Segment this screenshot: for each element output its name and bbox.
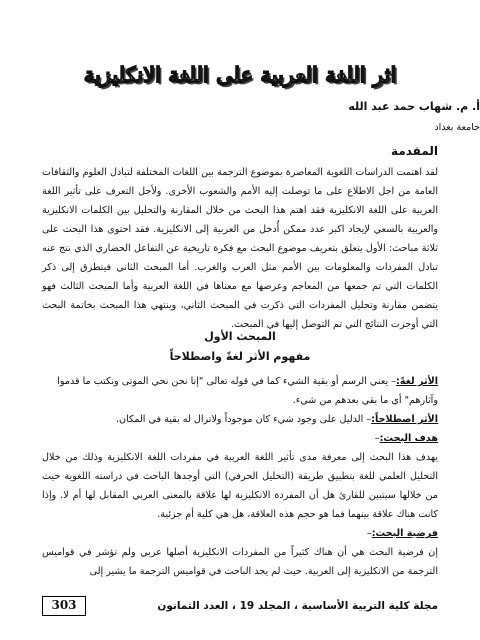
intro-heading: المقدمة: [391, 144, 438, 158]
hypothesis-heading-line: [42, 524, 438, 543]
aim-paragraph: يهدف هذا البحث إلى معرفة مدى تأثير اللغة العربية في مفردات اللغة الانكليزية وذلك من خلال التحليل العلمي للغة بتطبيق طريقة (التحليل الحرفي) التي أوجدها الباحث في دراسته اللغوية حيث من خلالها سيتبين للقارئ هل أن المفردة الانكليزية لها علاقة بالمعنى العربي المقابل لها أم لا. وإذا كانت هناك علاقة بينهما فما هو حجم هذه العلاقة، هل هي كلية أم جزئية.: [42, 452, 438, 520]
aim-heading-dash: –: [374, 433, 380, 444]
intro-paragraph: لقد اهتمت الدراسات اللغوية المعاصرة بموضوع الترجمة بين اللغات المختلفة لتبادل العلوم والثقافات العامة من اجل الاطلاع على ما توصلت إليه الأمم والشعوب الأخرى. ولأجل التعرف على تأثير اللغة العربية على اللغة الانكليزية فقد اهتم هذا البحث من خلال المقارنة والتحليل بين الكلمات الانكليزية والعربية بالسعي لإيجاد اكبر عدد ممكن أُدخل من العربية إلى الانكليزية. فقد احتوى هذا البحث على ثلاثة مباحث: الأول يتعلق بتعريف موضوع البحث مع فكرة تاريخية عن التفاعل الحضاري الذي نتج عنه تبادل المفردات والمعلومات بين الأمم مثل العرب والغرب. أما المبحث الثاني فيتطرق إلى ذكر الكلمات التي تم جمعها من المعاجم وعرضها مع معناها في اللغة العربية وأما المبحث الثالث فهو يتضمن مقارنة وتحليل المفردات التي ذكرت في المبحث الثاني، وينتهي هذا المبحث بخاتمة البحث التي أوجزت النتائج التي تم التوصل إليها في المبحث.: [42, 167, 438, 330]
term-definition-text: – الدليل على وجود شيء كان موجوداً ولاتزال له بقية في المكان.: [116, 414, 372, 425]
aim-heading: هدف البحث:: [379, 433, 438, 444]
term-definition-label: الأثر اصطلاحاً:: [371, 414, 438, 425]
page-number: 303: [42, 596, 86, 616]
lang-definition: [42, 372, 438, 410]
hypothesis-heading: فرضية البحث:: [371, 528, 438, 539]
hypothesis-paragraph: إن فرضية البحث هي أن هناك كثيراً من المفردات الانكليزية أصلها عربي ولم تؤشر في قواميس الترجمة من الانكليزية إلى العربية. حيث لم يجد الباحث في قواميس الترجمة ما يشير إلى: [42, 547, 438, 577]
term-definition: [42, 410, 438, 429]
hypothesis-heading-dash: –: [366, 528, 372, 539]
page-footer: [42, 596, 438, 618]
section1-subheading: مفهوم الأثر لغةً واصطلاحاً: [169, 350, 311, 363]
section1-heading: المبحث الأول: [204, 330, 276, 343]
author-affiliation: جامعة بغداد: [434, 122, 480, 133]
aim-heading-line: [42, 429, 438, 448]
paper-title: اثر اللغة العربية على اللغة الانكليزية: [83, 62, 397, 87]
journal-citation: مجلة كلية التربية الأساسية ، المجلد 19 ، العدد الثمانون: [157, 600, 438, 612]
lang-definition-label: الأثر لغةً:: [395, 376, 438, 387]
author-name: أ. م. شهاب حمد عبد الله: [348, 100, 480, 113]
lang-definition-text: – يعني الرسم أو بقية الشيء كما في قوله تعالى "إنا نحن نحي الموتى ونكتب ما قدموا وآثارهم" أي ما بقي بعدهم من شيء.: [57, 376, 438, 406]
